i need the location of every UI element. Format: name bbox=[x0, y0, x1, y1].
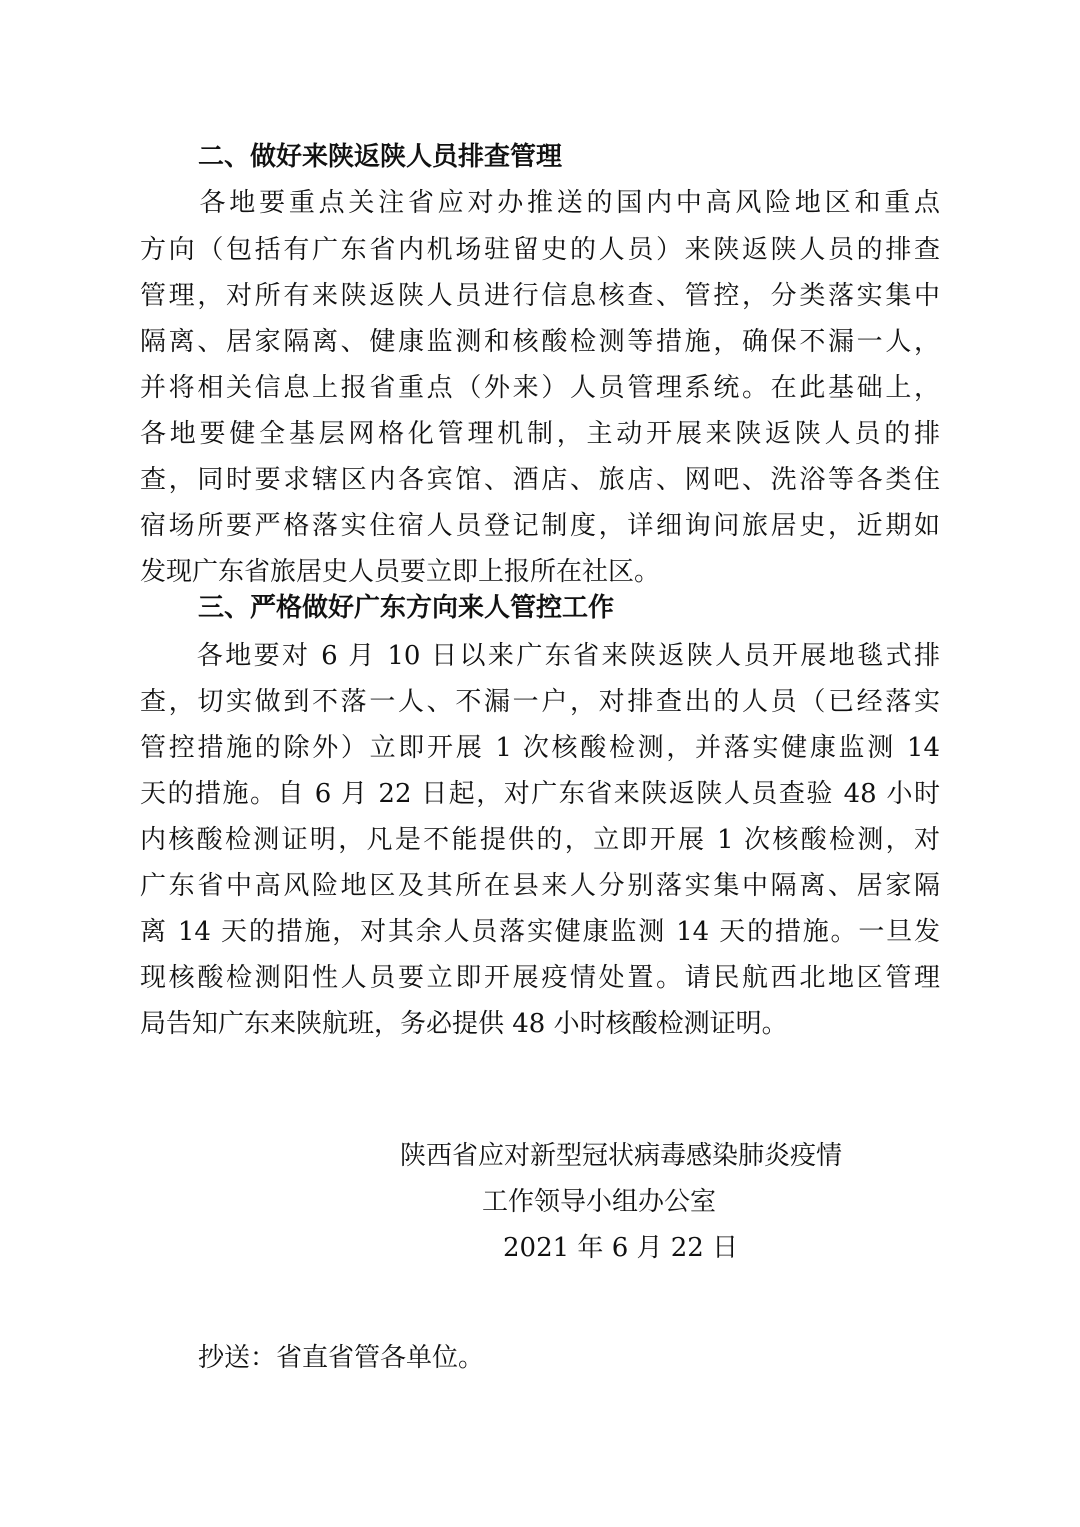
section-2-line: 查，同时要求辖区内各宾馆、酒店、旅店、网吧、洗浴等各类住 bbox=[140, 465, 940, 495]
section-3-line: 查，切实做到不落一人、不漏一户，对排查出的人员（已经落实 bbox=[140, 687, 940, 717]
section-2-line: 发现广东省旅居史人员要立即上报所在社区。 bbox=[140, 557, 661, 587]
section-3-line: 内核酸检测证明，凡是不能提供的，立即开展 1 次核酸检测，对 bbox=[140, 825, 940, 855]
cc-line: 抄送：省直省管各单位。 bbox=[198, 1343, 485, 1373]
section-3-line: 各地要对 6 月 10 日以来广东省来陕返陕人员开展地毯式排 bbox=[140, 641, 940, 671]
signature-org-line-1: 陕西省应对新型冠状病毒感染肺炎疫情 bbox=[400, 1141, 843, 1171]
section-3-line: 现核酸检测阳性人员要立即开展疫情处置。请民航西北地区管理 bbox=[140, 963, 940, 993]
section-3-line: 管控措施的除外）立即开展 1 次核酸检测，并落实健康监测 14 bbox=[140, 733, 940, 763]
signature-org-line-2: 工作领导小组办公室 bbox=[482, 1187, 717, 1217]
section-2-line: 各地要健全基层网格化管理机制，主动开展来陕返陕人员的排 bbox=[140, 419, 940, 449]
section-3-heading: 三、严格做好广东方向来人管控工作 bbox=[198, 593, 615, 623]
section-3-line: 局告知广东来陕航班，务必提供 48 小时核酸检测证明。 bbox=[140, 1009, 788, 1039]
section-2-heading: 二、做好来陕返陕人员排查管理 bbox=[198, 142, 563, 172]
section-3-line: 天的措施。自 6 月 22 日起，对广东省来陕返陕人员查验 48 小时 bbox=[140, 779, 940, 809]
section-2-line: 宿场所要严格落实住宿人员登记制度，详细询问旅居史，近期如 bbox=[140, 511, 940, 541]
section-2-line: 各地要重点关注省应对办推送的国内中高风险地区和重点 bbox=[140, 188, 940, 218]
section-2-line: 隔离、居家隔离、健康监测和核酸检测等措施，确保不漏一人， bbox=[140, 327, 940, 357]
section-2-line: 管理，对所有来陕返陕人员进行信息核查、管控，分类落实集中 bbox=[140, 281, 940, 311]
section-2-line: 方向（包括有广东省内机场驻留史的人员）来陕返陕人员的排查 bbox=[140, 235, 940, 265]
signature-date: 2021 年 6 月 22 日 bbox=[503, 1233, 739, 1263]
section-2-line: 并将相关信息上报省重点（外来）人员管理系统。在此基础上， bbox=[140, 373, 940, 403]
section-3-line: 广东省中高风险地区及其所在县来人分别落实集中隔离、居家隔 bbox=[140, 871, 940, 901]
section-3-line: 离 14 天的措施，对其余人员落实健康监测 14 天的措施。一旦发 bbox=[140, 917, 940, 947]
